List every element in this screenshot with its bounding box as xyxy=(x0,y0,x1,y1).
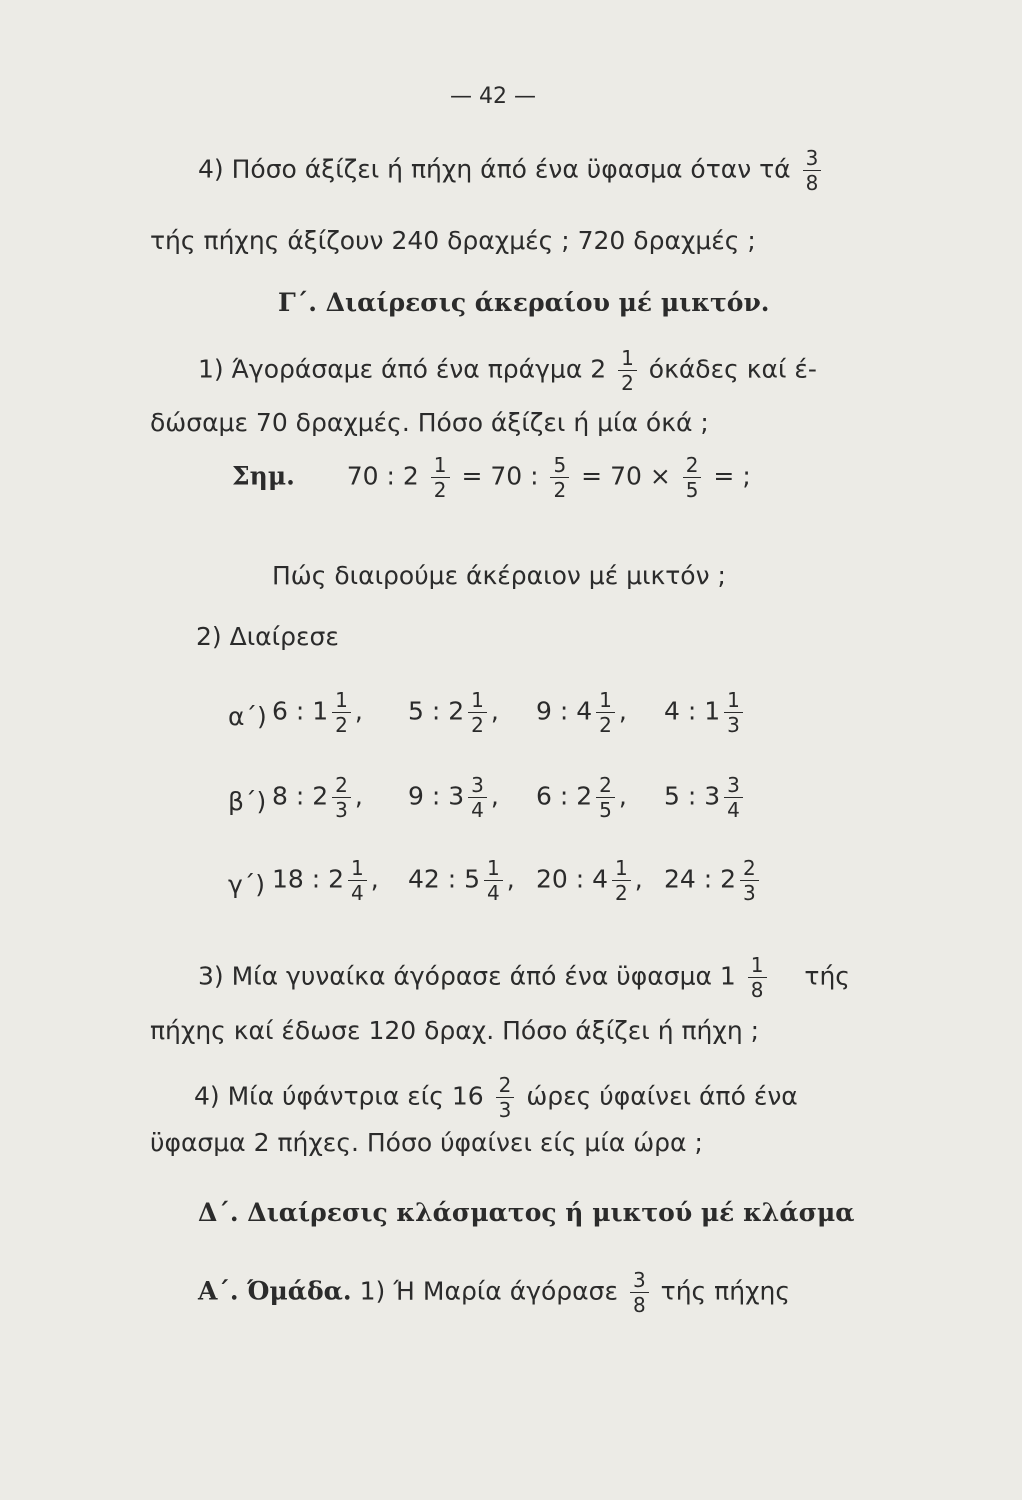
exercise-whole: 6 : 2 xyxy=(536,781,593,811)
numerator: 1 xyxy=(621,346,634,370)
exercise-whole: 24 : 2 xyxy=(664,864,737,894)
g-problem4-line1 xyxy=(194,1075,798,1120)
separator: , xyxy=(618,781,627,811)
note-part-d: = ; xyxy=(713,461,751,491)
separator: , xyxy=(490,781,499,811)
note-part-c: = 70 × xyxy=(581,461,671,491)
fraction xyxy=(496,1075,515,1120)
section-d-heading: Δ΄. Διαίρεσις κλάσματος ή μικτού μέ κλάσμα xyxy=(198,1198,855,1227)
page-number: — 42 — xyxy=(450,84,536,109)
exercise-item xyxy=(408,775,499,820)
fraction xyxy=(468,775,487,820)
denominator: 8 xyxy=(748,977,767,1000)
denominator: 5 xyxy=(683,477,702,500)
g-note xyxy=(232,455,751,500)
note-label: Σημ. xyxy=(232,461,295,491)
fraction xyxy=(630,1270,649,1315)
g-problem3-text-b: τής xyxy=(804,961,850,991)
denominator: 4 xyxy=(468,797,487,820)
group-label: Α΄. Όμάδα. xyxy=(198,1276,352,1306)
denominator: 3 xyxy=(332,797,351,820)
exercise-item xyxy=(664,775,747,820)
exercise-whole: 6 : 1 xyxy=(272,696,329,726)
denominator: 2 xyxy=(596,712,615,735)
exercise-item xyxy=(272,775,363,820)
exercise-item xyxy=(408,858,515,903)
exercise-whole: 5 : 3 xyxy=(664,781,721,811)
numerator: 1 xyxy=(471,688,484,712)
numerator: 2 xyxy=(498,1073,512,1097)
fraction xyxy=(550,455,569,500)
denominator: 2 xyxy=(431,477,450,500)
exercise-item xyxy=(272,690,363,735)
exercise-item xyxy=(664,690,747,735)
denominator: 3 xyxy=(724,712,743,735)
denominator: 2 xyxy=(550,477,569,500)
separator: , xyxy=(634,864,643,894)
denominator: 2 xyxy=(618,370,637,393)
exercise-whole: 42 : 5 xyxy=(408,864,481,894)
separator: , xyxy=(490,696,499,726)
numerator: 1 xyxy=(487,856,500,880)
separator: , xyxy=(354,781,363,811)
fraction xyxy=(431,455,450,500)
denominator: 5 xyxy=(596,797,615,820)
g-problem1-text-b: όκάδες καί έ- xyxy=(648,354,817,384)
numerator: 1 xyxy=(433,453,447,477)
fraction xyxy=(683,455,702,500)
numerator: 5 xyxy=(553,453,567,477)
exercise-row-label: γ΄) xyxy=(228,870,266,899)
separator: , xyxy=(506,864,515,894)
exercise-row-label: α΄) xyxy=(228,702,267,731)
numerator: 1 xyxy=(727,688,740,712)
section-g-heading: Γ΄. Διαίρεσις άκεραίου μέ μικτόν. xyxy=(278,288,770,317)
fraction xyxy=(748,955,767,1000)
numerator: 1 xyxy=(750,953,764,977)
exercise-row-label: β΄) xyxy=(228,787,267,816)
item4-line1-text: 4) Πόσο άξίζει ή πήχη άπό ένα ϋφασμα όταν τά xyxy=(198,154,791,184)
fraction xyxy=(348,858,367,903)
numerator: 3 xyxy=(805,146,819,170)
g-problem4-line2: ϋφασμα 2 πήχες. Πόσο ύφαίνει είς μία ώρα ; xyxy=(150,1128,703,1157)
exercise-whole: 5 : 2 xyxy=(408,696,465,726)
separator: , xyxy=(354,696,363,726)
denominator: 3 xyxy=(496,1097,515,1120)
exercise-whole: 20 : 4 xyxy=(536,864,609,894)
numerator: 1 xyxy=(335,688,348,712)
numerator: 2 xyxy=(685,453,699,477)
denominator: 4 xyxy=(348,880,367,903)
exercise-item xyxy=(536,775,627,820)
denominator: 2 xyxy=(332,712,351,735)
fraction xyxy=(612,858,631,903)
exercise-item xyxy=(536,858,643,903)
numerator: 1 xyxy=(351,856,364,880)
fraction xyxy=(484,858,503,903)
g-problem4-text-a: 4) Μία ύφάντρια είς 16 xyxy=(194,1081,484,1111)
numerator: 1 xyxy=(615,856,628,880)
separator: , xyxy=(370,864,379,894)
denominator: 2 xyxy=(612,880,631,903)
fraction xyxy=(468,690,487,735)
fraction xyxy=(596,775,615,820)
exercise-item xyxy=(664,858,763,903)
note-part-b: = 70 : xyxy=(461,461,539,491)
item4-line2: τής πήχης άξίζουν 240 δραχμές ; 720 δραχμές ; xyxy=(150,226,756,255)
g-problem3-line1 xyxy=(198,955,850,1000)
separator: , xyxy=(618,696,627,726)
denominator: 8 xyxy=(803,170,822,193)
denominator: 4 xyxy=(724,797,743,820)
g-problem3-text-a: 3) Μία γυναίκα άγόρασε άπό ένα ϋφασμα 1 xyxy=(198,961,736,991)
exercise-item xyxy=(272,858,379,903)
item4-line1 xyxy=(198,148,825,193)
fraction xyxy=(332,690,351,735)
d-group-a-line xyxy=(198,1270,790,1315)
numerator: 3 xyxy=(727,773,740,797)
fraction xyxy=(724,690,743,735)
d-problem1-text-a: 1) Ή Μαρία άγόρασε xyxy=(359,1276,619,1306)
g-question: Πώς διαιρούμε άκέραιον μέ μικτόν ; xyxy=(272,561,726,590)
exercise-item xyxy=(536,690,627,735)
exercise-whole: 9 : 4 xyxy=(536,696,593,726)
g-problem2-label: 2) Διαίρεσε xyxy=(196,622,339,651)
denominator: 4 xyxy=(484,880,503,903)
numerator: 2 xyxy=(335,773,348,797)
exercise-item xyxy=(408,690,499,735)
fraction xyxy=(803,148,822,193)
numerator: 2 xyxy=(743,856,756,880)
g-problem1-line1 xyxy=(198,348,817,393)
numerator: 3 xyxy=(632,1268,646,1292)
fraction xyxy=(724,775,743,820)
denominator: 2 xyxy=(468,712,487,735)
g-problem1-text-a: 1) Άγοράσαμε άπό ένα πράγμα 2 xyxy=(198,354,607,384)
note-part-a: 70 : 2 xyxy=(346,461,419,491)
denominator: 3 xyxy=(740,880,759,903)
exercise-whole: 9 : 3 xyxy=(408,781,465,811)
fraction xyxy=(740,858,759,903)
d-problem1-text-b: τής πήχης xyxy=(660,1276,791,1306)
numerator: 3 xyxy=(471,773,484,797)
denominator: 8 xyxy=(630,1292,649,1315)
exercise-whole: 4 : 1 xyxy=(664,696,721,726)
exercise-whole: 8 : 2 xyxy=(272,781,329,811)
fraction xyxy=(332,775,351,820)
fraction xyxy=(618,348,637,393)
numerator: 1 xyxy=(599,688,612,712)
numerator: 2 xyxy=(599,773,612,797)
g-problem4-text-b: ώρες ύφαίνει άπό ένα xyxy=(526,1081,798,1111)
g-problem3-line2: πήχης καί έδωσε 120 δραχ. Πόσο άξίζει ή πήχη ; xyxy=(150,1016,760,1045)
exercise-whole: 18 : 2 xyxy=(272,864,345,894)
fraction xyxy=(596,690,615,735)
g-problem1-line2: δώσαμε 70 δραχμές. Πόσο άξίζει ή μία όκά ; xyxy=(150,408,709,437)
